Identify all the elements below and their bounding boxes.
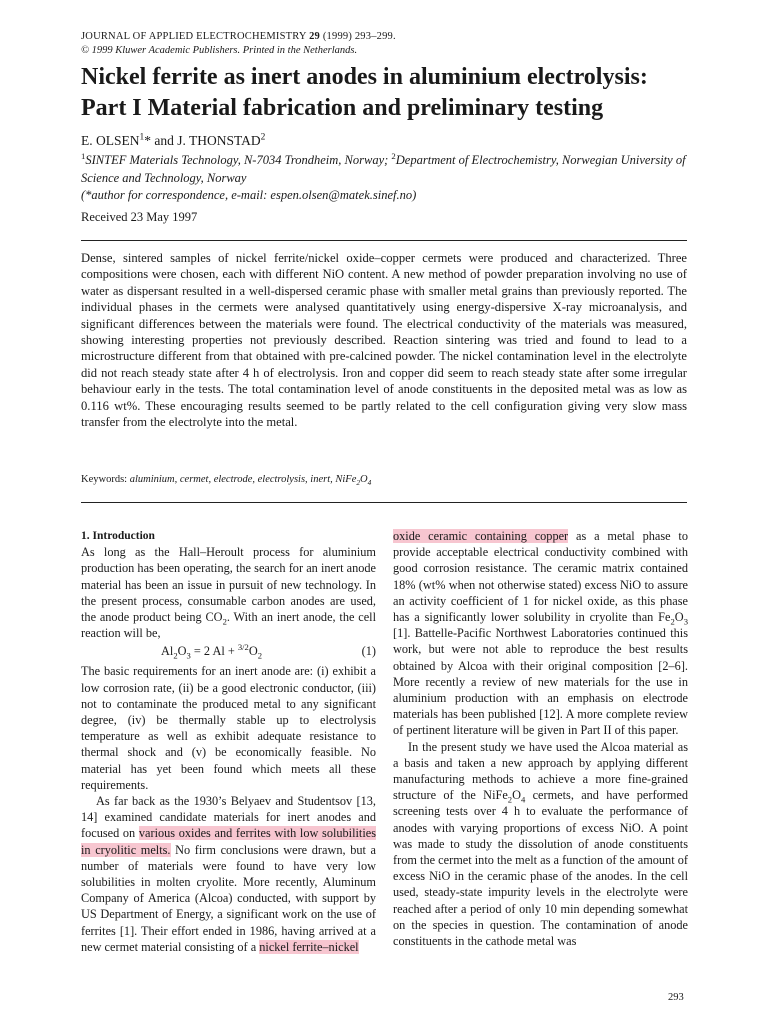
section-heading: 1. Introduction (81, 530, 155, 542)
keywords-sub-1: 2 (356, 478, 361, 488)
nife2o4-o: O (512, 788, 521, 803)
journal-years-pages: (1999) 293–299. (322, 31, 396, 42)
journal-header (81, 30, 396, 58)
copyright-line: © 1999 Kluwer Academic Publishers. Printed in the Netherlands. (81, 45, 358, 56)
fe2o3-o: O (674, 610, 684, 625)
nife2o4-sub-1: 2 (507, 794, 513, 805)
intro-p3-text: As far back as the 1930’s Belyaev and Studentsov [13, 14] examined candidate materials for inert anodes and focused on (81, 794, 376, 841)
eq-al: Al (161, 644, 174, 659)
equation-body (161, 643, 262, 659)
received-date: Received 23 May 1997 (81, 210, 198, 224)
author-2-name: * and J. THONSTAD (144, 133, 261, 148)
intro-p1-text: As long as the Hall–Heroult process for aluminium production has been operating, the search for an inert anode material has been an issue in pursuit of new technology. In the present process, consumable carbon anodes are used, the anode product being CO (81, 545, 376, 625)
intro-p5-text: In the present study we have used the Alcoa material as a basis and taken a new approach by applying different manufacturing methods to achieve a more fine-grained structure of the NiFe (393, 739, 688, 803)
intro-paragraph-2: The basic requirements for an inert anode are: (i) exhibit a low corrosion rate, (ii) be a good electronic conductor, (iii) not to contaminate the produced metal to any significant degree, (iv) be thermally stable up to electrolysis temperature as well as exhibit adequate resistance to thermal shock and (v) be economically feasible. No material has yet been found which meets all these requirements. (81, 664, 376, 792)
co2-subscript: 2 (222, 616, 227, 627)
intro-p3-cont: No firm conclusions were drawn, but a number of materials were found to have very low solubilities in molten cryolite. More recently, Aluminum Company of America (Alcoa) conducted, with support by US Department of Energy, a significant work on the use of ferrites [1]. Their effort ended in 1986, having arrived at a new cermet material consisting of a (81, 842, 376, 954)
title-line-1: Nickel ferrite as inert anodes in aluminium electrolysis: (81, 64, 648, 90)
title-line-2: Part I Material fabrication and preliminary testing (81, 95, 604, 121)
eq-fraction: 3/2 (237, 642, 249, 653)
nife2o4-sub-2: 4 (520, 794, 526, 805)
eq-o: O (177, 644, 187, 659)
eq-sub-1: 2 (173, 650, 178, 661)
correspondence-note: (*author for correspondence, e-mail: espen.olsen@matek.sinef.no) (81, 188, 417, 202)
keywords-o: O (360, 474, 368, 485)
column-left (81, 528, 376, 955)
fe2o3-sub-1: 2 (670, 616, 675, 627)
keywords-text: aluminium, cermet, electrode, electrolysis, inert, NiFe (129, 474, 357, 485)
author-1-affil-marker: 1 (139, 132, 145, 143)
intro-paragraph-1 (81, 544, 376, 641)
affil-2-marker: 2 (391, 150, 396, 161)
affil-1-marker: 1 (81, 150, 86, 161)
intro-p4-text: as a metal phase to provide acceptable electrical conductivity combined with good corrosion resistance. The ceramic matrix contained 18% (wt% when not otherwise stated) excess NiO to assure an activity coefficient of 1 for nickel oxide, as this phase has a significantly lower solubility in cryolite than Fe (393, 529, 688, 625)
journal-volume: 29 (309, 31, 321, 42)
highlight-oxides-ferrites: various oxides and ferrites with low solubilities in cryolitic melts. (81, 826, 377, 857)
eq-sub-3: 2 (257, 650, 263, 661)
equation-number: (1) (361, 644, 376, 659)
affil-1-text: SINTEF Materials Technology, N-7034 Trondheim, Norway; (85, 153, 392, 167)
author-1-name: E. OLSEN (81, 133, 140, 148)
journal-citation (81, 30, 396, 44)
highlight-nickel-ferrite: nickel ferrite–nickel (259, 939, 359, 954)
affil-2-text: Department of Electrochemistry, Norwegian University of Science and Technology, Norway (81, 153, 686, 185)
keywords (81, 474, 372, 488)
keywords-label: Keywords: (81, 474, 128, 485)
affiliations (81, 152, 701, 205)
intro-paragraph-5 (393, 739, 688, 950)
column-right (393, 528, 688, 949)
divider-bottom (81, 502, 687, 503)
abstract: Dense, sintered samples of nickel ferrite/nickel oxide–copper cermets were produced and characterized. Three compositions were chosen, each with different NiO content. A new method of powder preparation involving no use of water as dispersant resulted in a well-dispersed ceramic phase with smaller metal grains than previously reported. The individual phases in the cermets were analysed quantitatively using energy-dispersive X-ray microanalysis, and significant differences between the materials were found. The electrical conductivity of the materials was measured, showing interesting properties not previously described. Reaction sintering was tried and found to lead to a microstructure different from that obtained with pre-calcined powder. The nickel contamination level in the electrolyte did not reach steady state after 4 h of electrolysis. Iron and copper did seem to reach steady state after some irregular behaviour early in the tests. The total contamination level of anode constituents in the deposited metal was as low as 0.116 wt%. These encouraging results seemed to be partly related to the cell configuration giving very slow mass transfer from the electrolyte into the metal. (81, 251, 687, 430)
paper-title (81, 62, 701, 124)
eq-sub-2: 3 (186, 650, 191, 661)
equation-1 (81, 641, 376, 663)
intro-paragraph-4 (393, 528, 688, 739)
journal-name: JOURNAL OF APPLIED ELECTROCHEMISTRY (81, 31, 307, 42)
fe2o3-sub-2: 3 (683, 616, 688, 627)
eq-o2: O (248, 644, 258, 659)
author-2-affil-marker: 2 (260, 132, 266, 143)
intro-p1-end: . With an inert anode, the cell reaction will be, (81, 610, 376, 641)
intro-p5-cont: cermets, and have performed screening tests over 4 h to evaluate the performance of anodes with varying proportions of excess NiO. A point was made to study the dissolution of anode constituents from the cermet into the melt as a function of the amount of excess NiO in the ceramic phase of the anodes. In the cell used, steady-state impurity levels in the electrolyte were reached after a period of only 10 min depending somewhat on the species in question. The contamination of anode constituents in the cathode metal was (393, 788, 688, 949)
intro-p4-cont: [1]. Battelle-Pacific Northwest Laboratories continued this work, but were not able to reproduce the best results obtained by Alcoa with their original composition [2–6]. More recently a review of new materials for the use in aluminium production with an emphasis on electrode materials has been published [12]. A more complete review of pertinent literature will be given in Part II of this paper. (393, 626, 688, 738)
eq-mid: = 2 Al + (190, 644, 238, 659)
keywords-list (129, 474, 372, 488)
intro-paragraph-3 (81, 793, 376, 955)
highlight-oxide-ceramic: oxide ceramic containing copper (393, 529, 569, 543)
keywords-sub-2: 4 (367, 478, 372, 488)
page-number: 293 (668, 992, 684, 1003)
divider-top (81, 240, 687, 241)
author-list (81, 133, 265, 149)
